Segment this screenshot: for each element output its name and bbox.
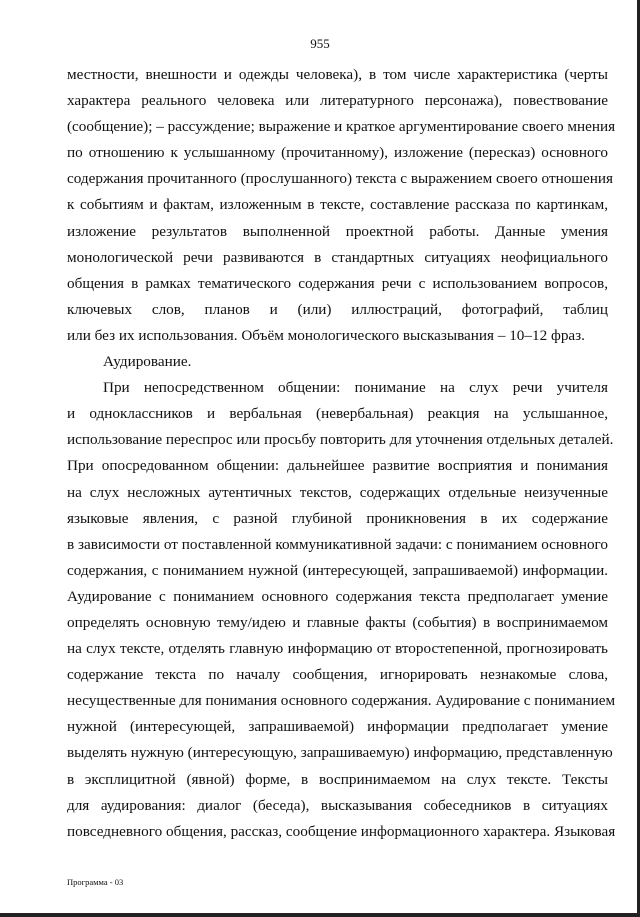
section-heading: Аудирование. bbox=[103, 353, 192, 371]
text-line: или без их использования. Объём монологического высказывания – 10–12 фраз. bbox=[67, 326, 585, 344]
text-line: При опосредованном общении: дальнейшее развитие восприятия и понимания bbox=[67, 457, 608, 475]
text-line: ключевых слов, планов и (или) иллюстраций, фотографий, таблиц bbox=[67, 300, 608, 318]
text-line: по отношению к услышанному (прочитанному), изложение (пересказ) основного bbox=[67, 144, 608, 162]
text-line: использование переспрос или просьбу повторить для уточнения отдельных деталей. bbox=[67, 431, 614, 449]
text-line: общения в рамках тематического содержания речи с использованием вопросов, bbox=[67, 274, 608, 292]
text-line: выделять нужную (интересующую, запрашиваемую) информацию, представленную bbox=[67, 744, 613, 762]
text-line: содержание текста по началу сообщения, игнорировать незнакомые слова, bbox=[67, 666, 608, 684]
text-line: на слух несложных аутентичных текстов, содержащих отдельные неизученные bbox=[67, 483, 608, 501]
text-line: монологической речи развиваются в стандартных ситуациях неофициального bbox=[67, 248, 608, 266]
text-line: языковые явления, с разной глубиной проникновения в их содержание bbox=[67, 509, 608, 527]
text-line: определять основную тему/идею и главные факты (события) в воспринимаемом bbox=[67, 613, 608, 631]
footer-label: Программа - 03 bbox=[67, 877, 124, 887]
text-line: характера реального человека или литературного персонажа), повествование bbox=[67, 92, 608, 110]
text-line: изложение результатов выполненной проектной работы. Данные умения bbox=[67, 222, 608, 240]
text-line: несущественные для понимания основного содержания. Аудирование с пониманием bbox=[67, 692, 616, 710]
text-line: для аудирования: диалог (беседа), высказывания собеседников в ситуациях bbox=[67, 796, 608, 814]
text-line: на слух тексте, отделять главную информацию от второстепенной, прогнозировать bbox=[67, 640, 608, 658]
text-line: в эксплицитной (явной) форме, в воспринимаемом на слух тексте. Тексты bbox=[67, 770, 608, 788]
text-line: Аудирование с пониманием основного содержания текста предполагает умение bbox=[67, 587, 608, 605]
page-number: 955 bbox=[310, 36, 330, 51]
scan-edge-bottom bbox=[0, 913, 640, 917]
text-line: местности, внешности и одежды человека), в том числе характеристика (черты bbox=[67, 66, 608, 83]
text-line: и одноклассников и вербальная (невербальная) реакция на услышанное, bbox=[67, 405, 608, 423]
body-text bbox=[67, 62, 616, 845]
text-line: (сообщение); – рассуждение; выражение и краткое аргументирование своего мнения bbox=[67, 118, 616, 136]
text-line: При непосредственном общении: понимание на слух речи учителя bbox=[103, 379, 608, 397]
text-line: к событиям и фактам, изложенным в тексте, составление рассказа по картинкам, bbox=[67, 196, 608, 214]
text-line: содержания, с пониманием нужной (интересующей, запрашиваемой) информации. bbox=[67, 561, 608, 579]
text-line: в зависимости от поставленной коммуникативной задачи: с пониманием основного bbox=[67, 535, 608, 553]
text-line: нужной (интересующей, запрашиваемой) информации предполагает умение bbox=[67, 718, 608, 736]
text-line: повседневного общения, рассказ, сообщение информационного характера. Языковая bbox=[67, 822, 616, 840]
text-line: содержания прочитанного (прослушанного) текста с выражением своего отношения bbox=[67, 170, 613, 188]
